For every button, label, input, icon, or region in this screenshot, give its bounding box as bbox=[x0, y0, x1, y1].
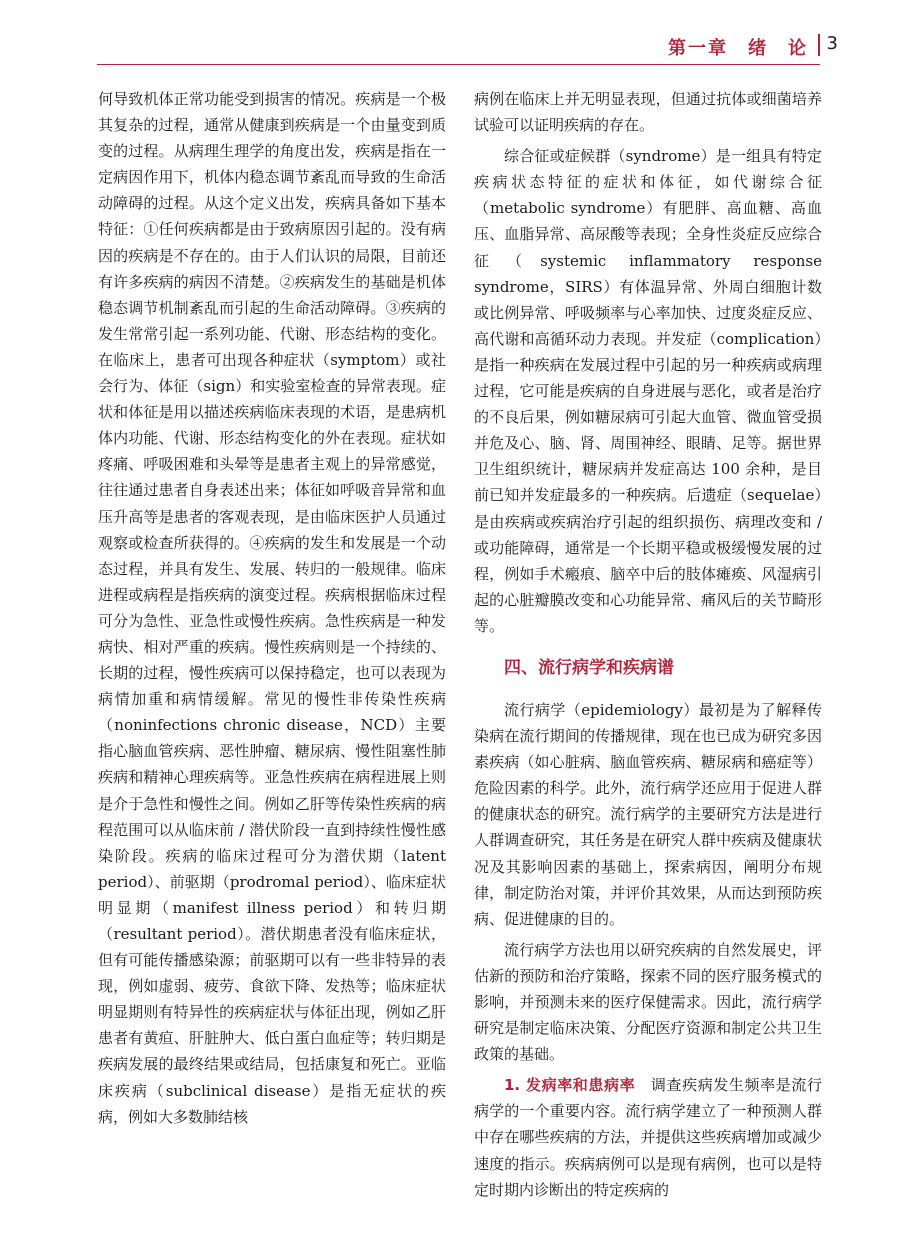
paragraph-syndrome: 综合征或症候群（syndrome）是一组具有特定疾病状态特征的症状和体征，如代谢综合征（metabolic syndrome）有肥胖、高血糖、高血压、血脂异常、高尿酸等表现；全身性炎症反应综合征（systemic inflammatory response syndrome，SIRS）有体温异常、外周白细胞计数或比例异常、呼吸频率与心率加快、过度炎症反应、高代谢和高循环动力表现。并发症（complication）是指一种疾病在发展过程中引起的另一种疾病或病理过程，它可能是疾病的自身进展与恶化，或者是治疗的不良后果，例如糖尿病可引起大血管、微血管受损并危及心、脑、肾、周围神经、眼睛、足等。据世界卫生组织统计，糖尿病并发症高达 100 余种，是目前已知并发症最多的一种疾病。后遗症（sequelae）是由疾病或疾病治疗引起的组织损伤、病理改变和 / 或功能障碍，通常是一个长期平稳或极缓慢发展的过程，例如手术瘢痕、脑卒中后的肢体瘫痪、风湿病引起的心脏瓣膜改变和心功能异常、痛风后的关节畸形等。 bbox=[474, 147, 822, 635]
header-separator bbox=[818, 34, 820, 56]
section-heading: 四、流行病学和疾病谱 bbox=[504, 657, 674, 678]
incidence-text: 调查疾病发生频率是流行病学的一个重要内容。流行病学建立了一种预测人群中存在哪些疾病的方法，并提供这些疾病增加或减少速度的指示。疾病病例可以是现有病例，也可以是特定时期内诊断出的特定疾病的 bbox=[474, 1076, 822, 1199]
paragraph-epidemiology: 流行病学（epidemiology）最初是为了解释传染病在流行期间的传播规律，现在也已成为研究多因素疾病（如心脏病、脑血管疾病、糖尿病和癌症等）危险因素的科学。此外，流行病学还应用于促进人群的健康状态的研究。流行病学的主要研究方法是进行人群调查研究，其任务是在研究人群中疾病及健康状况及其影响因素的基础上，探索病因，阐明分布规律，制定防治对策，并评价其效果，从而达到预防疾病、促进健康的目的。 bbox=[474, 700, 822, 928]
paragraph-incidence bbox=[474, 1072, 822, 1202]
paragraph-disease-definition: 何导致机体正常功能受到损害的情况。疾病是一个极其复杂的过程，通常从健康到疾病是一个由量变到质变的过程。从病理生理学的角度出发，疾病是指在一定病因作用下，机体内稳态调节紊乱而导致的生命活动障碍的过程。从这个定义出发，疾病具备如下基本特征：①任何疾病都是由于致病原因引起的。没有病因的疾病是不存在的。由于人们认识的局限，目前还有许多疾病的病因不清楚。②疾病发生的基础是机体稳态调节机制紊乱而引起的生命活动障碍。③疾病的发生常常引起一系列功能、代谢、形态结构的变化。在临床上，患者可出现各种症状（symptom）或社会行为、体征（sign）和实验室检查的异常表现。症状和体征是用以描述疾病临床表现的术语，是患病机体内功能、代谢、形态结构变化的外在表现。症状如疼痛、呼吸困难和头晕等是患者主观上的异常感觉，往往通过患者自身表述出来；体征如呼吸音异常和血压升高等是患者的客观表现，是由临床医护人员通过观察或检查所获得的。④疾病的发生和发展是一个动态过程，并具有发生、发展、转归的一般规律。临床进程或病程是指疾病的演变过程。疾病根据临床过程可分为急性、亚急性或慢性疾病。急性疾病是一种发病快、相对严重的疾病。慢性疾病则是一个持续的、长期的过程，慢性疾病可以保持稳定，也可以表现为病情加重和病情缓解。常见的慢性非传染性疾病（noninfections chronic disease，NCD）主要指心脑血管疾病、恶性肿瘤、糖尿病、慢性阻塞性肺疾病和精神心理疾病等。亚急性疾病在病程进展上则是介于急性和慢性之间。例如乙肝等传染性疾病的病程范围可以从临床前 / 潜伏阶段一直到持续性慢性感染阶段。疾病的临床过程可分为潜伏期（latent period）、前驱期（prodromal period）、临床症状明显期（manifest illness period）和转归期（resultant period）。潜伏期患者没有临床症状，但有可能传播感染源；前驱期可以有一些非特异的表现，例如虚弱、疲劳、食欲下降、发热等；临床症状明显期则有特异性的疾病症状与体征出现，例如乙肝患者有黄疸、肝脏肿大、低白蛋白血症等；转归期是疾病发展的最终结果或结局，包括康复和死亡。亚临床疾病（subclinical disease）是指无症状的疾病，例如大多数肺结核 bbox=[98, 90, 446, 1126]
chapter-title: 第一章 绪 论 bbox=[668, 38, 808, 59]
subheading-incidence: 1. 发病率和患病率 bbox=[504, 1076, 636, 1095]
paragraph-continuation: 病例在临床上并无明显表现，但通过抗体或细菌培养试验可以证明疾病的存在。 bbox=[474, 90, 822, 135]
paragraph-epidemiology-methods: 流行病学方法也用以研究疾病的自然发展史，评估新的预防和治疗策略，探索不同的医疗服务模式的影响，并预测未来的医疗保健需求。因此，流行病学研究是制定临床决策、分配医疗资源和制定公共卫生政策的基础。 bbox=[474, 940, 822, 1064]
left-column bbox=[98, 86, 446, 1130]
header-rule bbox=[97, 64, 820, 65]
right-column bbox=[474, 86, 822, 1203]
page-number: 3 bbox=[826, 33, 838, 54]
page-header bbox=[0, 28, 900, 64]
